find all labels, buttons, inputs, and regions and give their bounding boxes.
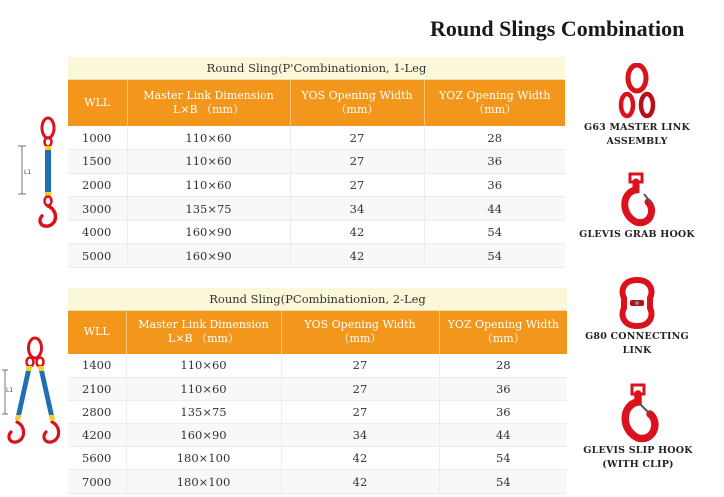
cell-wll: 1500 xyxy=(68,150,127,174)
cell-yos: 42 xyxy=(290,244,424,268)
product-label xyxy=(577,228,697,242)
header-yos xyxy=(281,310,439,354)
cell-wll: 4200 xyxy=(68,424,126,447)
cell-master-link: 110×60 xyxy=(127,173,290,197)
product-label-line: GLEVIS SLIP HOOK xyxy=(583,445,693,456)
header-master-link xyxy=(126,310,281,354)
cell-yos: 27 xyxy=(290,150,424,174)
sub-link-left xyxy=(27,358,34,367)
cell-yos: 42 xyxy=(281,470,439,493)
table-caption-row xyxy=(68,57,565,79)
product-label xyxy=(577,121,697,149)
cell-master-link: 160×90 xyxy=(126,424,281,447)
cell-yos: 42 xyxy=(290,220,424,244)
table-row xyxy=(68,470,567,493)
header-yoz xyxy=(439,310,567,354)
table-row xyxy=(68,400,567,423)
table-caption-row xyxy=(68,288,567,310)
header-yos-text: YOS Opening Width xyxy=(301,88,413,102)
cell-yos: 27 xyxy=(290,126,424,150)
clevis-slip-hook-icon xyxy=(612,382,664,444)
product-label xyxy=(573,444,703,472)
cell-yos: 27 xyxy=(281,354,439,377)
one-leg-table-body xyxy=(68,57,565,268)
cell-wll: 3000 xyxy=(68,197,127,221)
cell-yoz: 54 xyxy=(439,470,567,493)
table-row xyxy=(68,447,567,470)
cell-yos: 27 xyxy=(281,400,439,423)
cell-yoz: 54 xyxy=(424,220,565,244)
cell-yoz: 44 xyxy=(439,424,567,447)
table-row xyxy=(68,197,565,221)
header-master-link xyxy=(127,79,290,126)
table-row xyxy=(68,354,567,377)
master-link-assembly-icon xyxy=(614,63,660,121)
cell-yoz: 36 xyxy=(424,150,565,174)
one-leg-sling-icon xyxy=(14,116,64,232)
product-clevis-slip-hook xyxy=(573,382,703,472)
two-leg-table-body xyxy=(68,288,567,493)
sling-tag-right-bottom xyxy=(49,415,55,420)
header-master-link-unit: L×B （mm） xyxy=(168,332,239,346)
cell-master-link: 110×60 xyxy=(127,126,290,150)
sling-leg-left xyxy=(15,366,32,420)
dimension-label: L1 xyxy=(24,169,32,176)
header-wll-text: WLL xyxy=(84,95,111,109)
cell-wll: 5000 xyxy=(68,244,127,268)
cell-wll: 1000 xyxy=(68,126,127,150)
header-wll xyxy=(68,310,126,354)
two-leg-table-caption: Round Sling(PCombinationion, 2-Leg xyxy=(68,288,567,310)
table-header-row xyxy=(68,310,567,354)
sling-leg-right xyxy=(38,366,55,420)
cell-wll: 2000 xyxy=(68,173,127,197)
sling-body-shape xyxy=(45,146,51,196)
cell-master-link: 180×100 xyxy=(126,447,281,470)
connecting-link-icon xyxy=(614,276,660,330)
header-yoz-unit: （mm） xyxy=(481,332,525,346)
cell-master-link: 160×90 xyxy=(127,244,290,268)
sling-tag-left-bottom xyxy=(15,415,21,420)
header-master-link-text: Master Link Dimension xyxy=(143,88,274,102)
cell-yoz: 28 xyxy=(439,354,567,377)
product-label-line: (WITH CLIP) xyxy=(602,459,674,470)
product-label-line: G63 MASTER LINK xyxy=(584,122,690,133)
cell-wll: 4000 xyxy=(68,220,127,244)
header-yos-unit: （mm） xyxy=(338,332,382,346)
product-g80-connecting-link xyxy=(577,276,697,358)
cell-wll: 5600 xyxy=(68,447,126,470)
product-label xyxy=(577,330,697,358)
cell-yoz: 54 xyxy=(424,244,565,268)
cell-yoz: 36 xyxy=(439,400,567,423)
table-row xyxy=(68,126,565,150)
cell-yoz: 54 xyxy=(439,447,567,470)
cell-master-link: 135×75 xyxy=(126,400,281,423)
cell-wll: 2800 xyxy=(68,400,126,423)
cell-yos: 27 xyxy=(281,377,439,400)
cell-yos: 34 xyxy=(281,424,439,447)
header-yoz-unit: （mm） xyxy=(473,102,517,116)
table-row xyxy=(68,173,565,197)
header-yos-unit: （mm） xyxy=(335,102,379,116)
cell-yoz: 44 xyxy=(424,197,565,221)
table-row xyxy=(68,424,567,447)
header-yos xyxy=(290,79,424,126)
master-link-shape xyxy=(42,118,54,138)
cell-wll: 7000 xyxy=(68,470,126,493)
product-label-line: GLEVIS GRAB HOOK xyxy=(579,229,695,240)
cell-yoz: 28 xyxy=(424,126,565,150)
two-leg-spec-table xyxy=(68,288,567,494)
cell-master-link: 110×60 xyxy=(126,354,281,377)
hook-left-shape xyxy=(9,422,24,442)
header-yoz-text: YOZ Opening Width xyxy=(439,88,551,102)
sling-tag-right-top xyxy=(38,366,44,371)
header-master-link-text: Master Link Dimension xyxy=(138,318,269,332)
hook-link-shape xyxy=(45,197,52,206)
cell-master-link: 135×75 xyxy=(127,197,290,221)
one-leg-spec-table xyxy=(68,57,565,268)
product-label-line: ASSEMBLY xyxy=(606,136,668,147)
table-row xyxy=(68,244,565,268)
one-leg-table-caption: Round Sling(P'Combinationion, 1-Leg xyxy=(68,57,565,79)
cell-yos: 27 xyxy=(290,173,424,197)
cell-master-link: 160×90 xyxy=(127,220,290,244)
dimension-label: L1 xyxy=(6,387,14,394)
master-link-shape xyxy=(29,338,42,358)
cell-yos: 42 xyxy=(281,447,439,470)
two-leg-sling-icon xyxy=(0,336,64,446)
clevis-grab-hook-icon xyxy=(614,170,660,228)
product-clevis-grab-hook xyxy=(577,170,697,242)
header-wll xyxy=(68,79,127,126)
sub-link-right xyxy=(37,358,44,367)
hook-right-shape xyxy=(44,422,59,442)
cell-wll: 2100 xyxy=(68,377,126,400)
cell-yoz: 36 xyxy=(439,377,567,400)
cell-master-link: 110×60 xyxy=(127,150,290,174)
header-yoz xyxy=(424,79,565,126)
header-yoz-text: YOZ Opening Width xyxy=(447,318,559,332)
hook-shape xyxy=(40,206,56,226)
page-title: Round Slings Combination xyxy=(430,16,685,41)
sling-tag-top xyxy=(45,146,51,150)
sling-tag-left-top xyxy=(26,366,32,371)
cell-yoz: 36 xyxy=(424,173,565,197)
cell-wll: 1400 xyxy=(68,354,126,377)
table-row xyxy=(68,150,565,174)
cell-master-link: 110×60 xyxy=(126,377,281,400)
header-master-link-unit: L×B （mm） xyxy=(173,102,244,116)
cell-yos: 34 xyxy=(290,197,424,221)
cell-master-link: 180×100 xyxy=(126,470,281,493)
product-g63-master-link xyxy=(577,63,697,149)
table-header-row xyxy=(68,79,565,126)
table-row xyxy=(68,377,567,400)
header-yos-text: YOS Opening Width xyxy=(304,318,416,332)
header-wll-text: WLL xyxy=(83,325,110,339)
product-label-line: G80 CONNECTING xyxy=(585,331,689,342)
product-label-line: LINK xyxy=(622,345,652,356)
table-row xyxy=(68,220,565,244)
